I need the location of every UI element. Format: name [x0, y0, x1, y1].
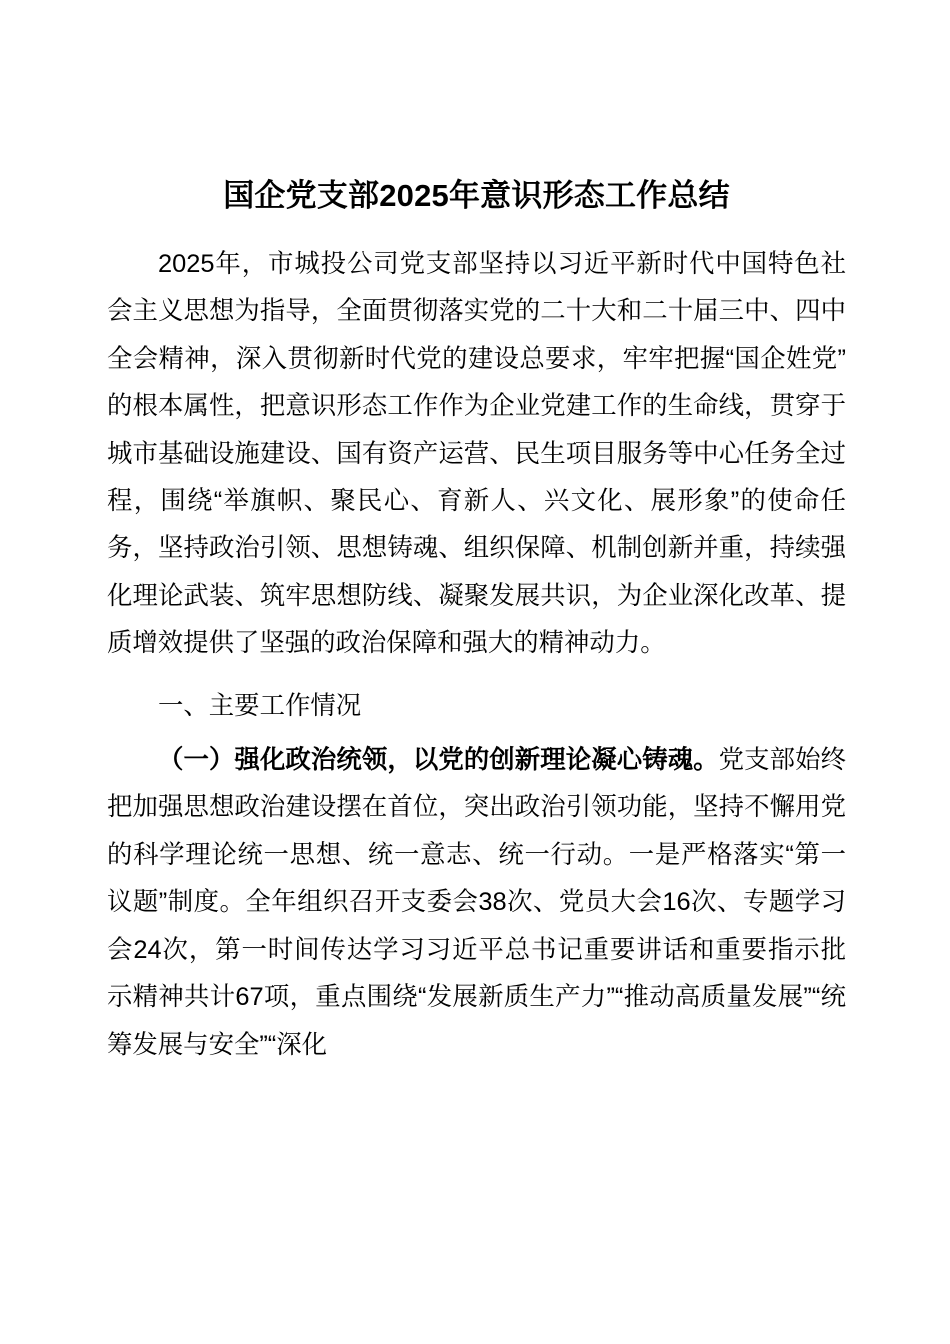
subsection-heading-bold: （一）强化政治统领，以党的创新理论凝心铸魂。 [158, 746, 719, 775]
page-title: 国企党支部2025年意识形态工作总结 [223, 178, 730, 213]
section-heading-main-work: 一、主要工作情况 [158, 691, 362, 720]
paragraph-overview: 2025年，市城投公司党支部坚持以习近平新时代中国特色社会主义思想为指导，全面贯彻落实党的二十大和二十届三中、四中全会精神，深入贯彻新时代党的建设总要求，牢牢把握“国企姓党”的根本属性，把意识形态工作作为企业党建工作的生命线，贯穿于城市基础设施建设、国有资产运营、民生项目服务等中心任务全过程，围绕“举旗帜、聚民心、育新人、兴文化、展形象”的使命任务，坚持政治引领、思想铸魂、组织保障、机制创新并重，持续强化理论武装、筑牢思想防线、凝聚发展共识，为企业深化改革、提质增效提供了坚强的政治保障和强大的精神动力。 [107, 250, 846, 658]
subsection-body-text: 党支部始终把加强思想政治建设摆在首位，突出政治引领功能，坚持不懈用党的科学理论统一思想、统一意志、统一行动。一是严格落实“第一议题”制度。全年组织召开支委会38次、党员大会16次、专题学习会24次，第一时间传达学习习近平总书记重要讲话和重要指示批示精神共计67项，重点围绕“发展新质生产力”“推动高质量发展”“统筹发展与安全”“深化 [107, 746, 847, 1059]
subsection-political-leadership [107, 737, 846, 1069]
document-content-column [107, 0, 846, 1069]
